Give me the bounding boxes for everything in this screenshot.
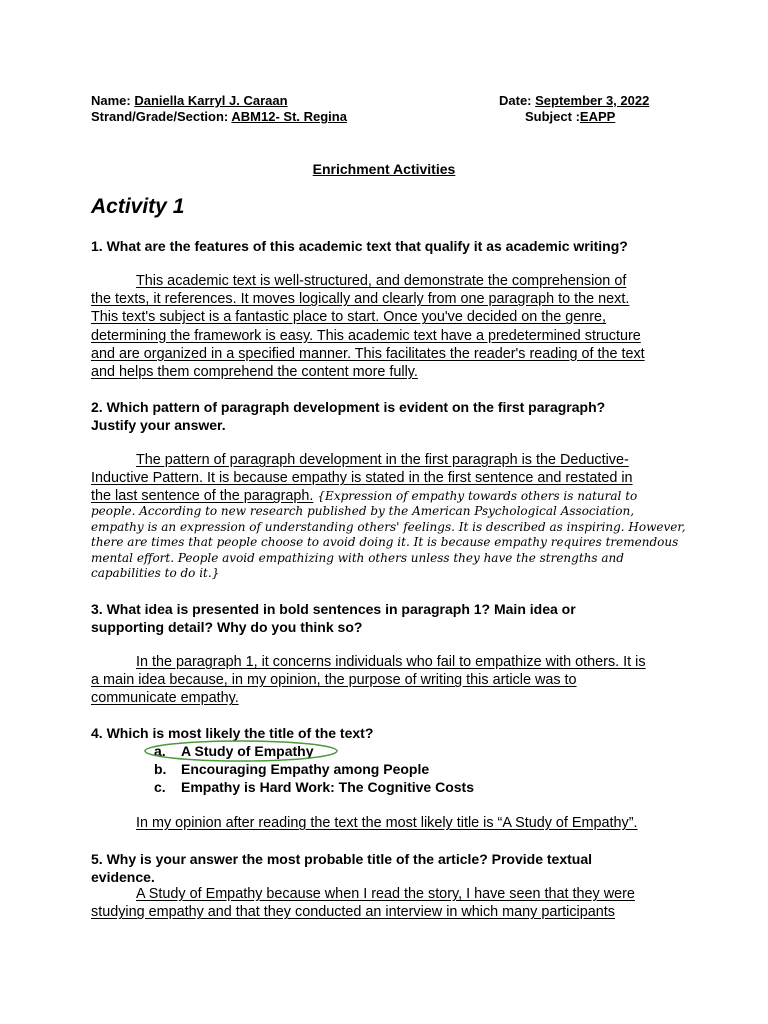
option-text: A Study of Empathy — [181, 743, 314, 759]
answer-line: This academic text is well-structured, and demonstrate the comprehension of — [136, 273, 627, 289]
answer-line: a main idea because, in my opinion, the purpose of writing this article was to — [91, 672, 577, 689]
question-3 — [91, 600, 576, 636]
answer-line: and are organized in a specified manner. This facilitates the reader's reading of the text — [91, 345, 645, 362]
strand-value: ABM12- St. Regina — [231, 109, 347, 124]
question-4: 4. Which is most likely the title of the text? — [91, 725, 374, 741]
answer-line-with-quote — [91, 487, 637, 505]
quoted-passage — [91, 504, 686, 582]
option-c — [154, 778, 474, 796]
answer-5 — [91, 885, 635, 921]
subject-row — [525, 109, 615, 124]
name-label: Name: — [91, 93, 131, 108]
answer-line: studying empathy and that they conducted an interview in which many participants — [91, 904, 615, 921]
name-row — [91, 93, 288, 108]
option-a — [154, 742, 474, 760]
option-text: Empathy is Hard Work: The Cognitive Costs — [181, 779, 475, 795]
page-title: Enrichment Activities — [312, 161, 456, 177]
question-1: 1. What are the features of this academic text that qualify it as academic writing? — [91, 238, 628, 254]
quote-line: people. According to new research published by the American Psychological Association, — [91, 504, 635, 518]
question-5 — [91, 850, 592, 886]
strand-label: Strand/Grade/Section: — [91, 109, 229, 124]
answer-4: In my opinion after reading the text the most likely title is “A Study of Empathy”. — [136, 815, 638, 831]
question-line: 3. What idea is presented in bold sentences in paragraph 1? Main idea or — [91, 601, 576, 617]
options-list — [154, 742, 474, 796]
answer-line: This text's subject is a fantastic place to start. Once you've decided on the genre, — [91, 309, 607, 326]
subject-value: EAPP — [579, 109, 616, 124]
question-line: Justify your answer. — [91, 417, 226, 433]
answer-line: determining the framework is easy. This academic text have a predetermined structure — [91, 327, 641, 344]
answer-line: The pattern of paragraph development in the first paragraph is the Deductive- — [136, 452, 629, 468]
date-label: Date: — [499, 93, 532, 108]
quoted-passage-start: {Expression of empathy towards others is natural to — [317, 489, 638, 504]
activity-heading: Activity 1 — [91, 195, 185, 218]
quote-line: there are times that people choose to avoid doing it. It is because empathy requires tremendous — [91, 535, 679, 550]
strand-row — [91, 109, 347, 124]
date-value: September 3, 2022 — [535, 93, 650, 108]
quote-line: mental effort. People avoid empathizing with others unless they have the strengths and — [91, 550, 624, 565]
answer-line: In the paragraph 1, it concerns individuals who fail to empathize with others. It is — [136, 654, 646, 670]
option-label: a. — [154, 743, 166, 759]
question-line: supporting detail? Why do you think so? — [91, 619, 363, 635]
question-2 — [91, 398, 605, 434]
answer-line: and helps them comprehend the content more fully. — [91, 364, 418, 381]
option-label: b. — [154, 761, 167, 777]
question-line: evidence. — [91, 869, 155, 885]
subject-label: Subject : — [525, 109, 580, 124]
answer-line: A Study of Empathy because when I read the story, I have seen that they were — [136, 886, 635, 902]
answer-line: the texts, it references. It moves logically and clearly from one paragraph to the next. — [91, 291, 630, 308]
quote-line: capabilities to do it.} — [91, 566, 220, 581]
answer-1 — [91, 272, 645, 381]
name-value: Daniella Karryl J. Caraan — [134, 93, 288, 108]
answer-line: the last sentence of the paragraph. — [91, 488, 314, 505]
answer-3 — [91, 653, 646, 708]
question-line: 2. Which pattern of paragraph development is evident on the first paragraph? — [91, 399, 606, 415]
quote-line: empathy is an expression of understanding others' feelings. It is described as inspiring. However, — [91, 519, 686, 534]
option-label: c. — [154, 779, 166, 795]
option-text: Encouraging Empathy among People — [181, 761, 430, 777]
date-row — [499, 93, 649, 108]
answer-line: Inductive Pattern. It is because empathy is stated in the first sentence and restated in — [91, 470, 633, 487]
answer-2 — [91, 451, 637, 506]
answer-line: communicate empathy. — [91, 690, 239, 707]
question-line: 5. Why is your answer the most probable title of the article? Provide textual — [91, 851, 592, 867]
selection-circle-icon — [142, 738, 340, 764]
